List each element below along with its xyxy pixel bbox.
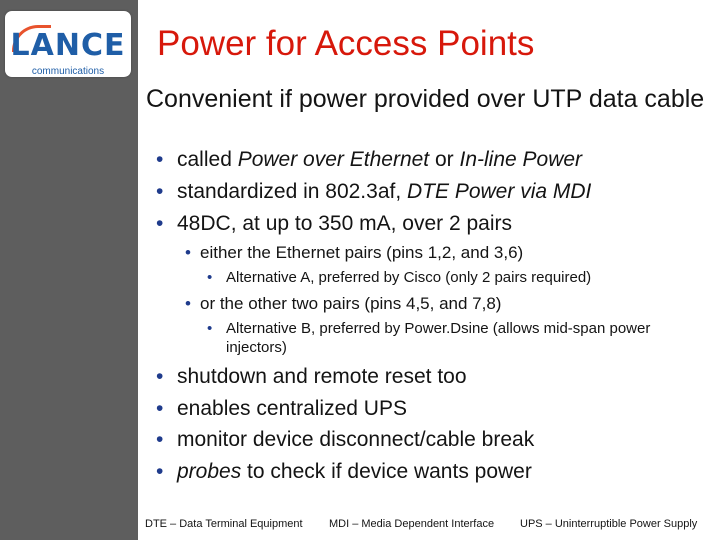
bullet-icon: • <box>185 294 191 313</box>
logo-tagline: communications <box>31 66 105 77</box>
sidebar <box>0 0 138 540</box>
logo-brand: LANCE <box>10 28 126 63</box>
bullet-standard <box>156 180 592 204</box>
bullet-text: or <box>429 148 460 171</box>
bullet-text: to check if device wants power <box>241 460 532 483</box>
bullet-icon: • <box>156 365 164 388</box>
detail-bullet-alt-b <box>207 319 696 357</box>
sub-bullet-pairs-b <box>185 294 502 314</box>
bullet-icon: • <box>156 460 164 483</box>
slide-title: Power for Access Points <box>157 24 535 63</box>
detail-bullet-alt-a <box>207 269 592 286</box>
bullet-text: called <box>177 148 238 171</box>
sub-bullet-pairs-a <box>185 243 524 263</box>
footer-ups: UPS – Uninterruptible Power Supply <box>520 518 698 530</box>
bullet-text: enables centralized UPS <box>177 397 407 420</box>
bullet-shutdown <box>156 365 467 389</box>
bullet-ups <box>156 397 407 421</box>
bullet-icon: • <box>156 212 164 235</box>
bullet-emphasis: In-line Power <box>459 148 583 171</box>
bullet-icon: • <box>207 269 213 286</box>
footer-mdi: MDI – Media Dependent Interface <box>329 518 495 530</box>
bullet-icon: • <box>185 243 191 262</box>
bullet-emphasis: probes <box>177 460 242 483</box>
bullet-text: monitor device disconnect/cable break <box>177 428 535 451</box>
bullet-icon: • <box>156 180 164 203</box>
bullet-text: 48DC, at up to 350 mA, over 2 pairs <box>177 212 513 235</box>
company-logo <box>5 11 131 77</box>
bullet-icon: • <box>156 397 164 420</box>
bullet-text: shutdown and remote reset too <box>177 365 467 388</box>
detail-text: Alternative A, preferred by Cisco (only 2 pairs required) <box>226 269 592 286</box>
bullet-poe <box>156 148 583 172</box>
sub-bullet-text: or the other two pairs (pins 4,5, and 7,8) <box>200 294 502 313</box>
bullet-power-spec <box>156 212 513 236</box>
bullet-icon: • <box>156 428 164 451</box>
sub-bullet-text: either the Ethernet pairs (pins 1,2, and 3,6) <box>200 243 524 262</box>
footer-dte: DTE – Data Terminal Equipment <box>145 518 303 530</box>
detail-text: Alternative B, preferred by Power.Dsine (allows mid-span power injectors) <box>226 320 651 356</box>
bullet-emphasis: DTE Power via MDI <box>407 180 592 203</box>
intro-text: Convenient if power provided over UTP data cable <box>146 85 705 113</box>
bullet-icon: • <box>207 320 213 337</box>
bullet-emphasis: Power over Ethernet <box>237 148 430 171</box>
bullet-icon: • <box>156 148 164 171</box>
bullet-monitor <box>156 428 535 452</box>
bullet-text: standardized in 802.3af, <box>177 180 407 203</box>
bullet-probes <box>156 460 532 484</box>
